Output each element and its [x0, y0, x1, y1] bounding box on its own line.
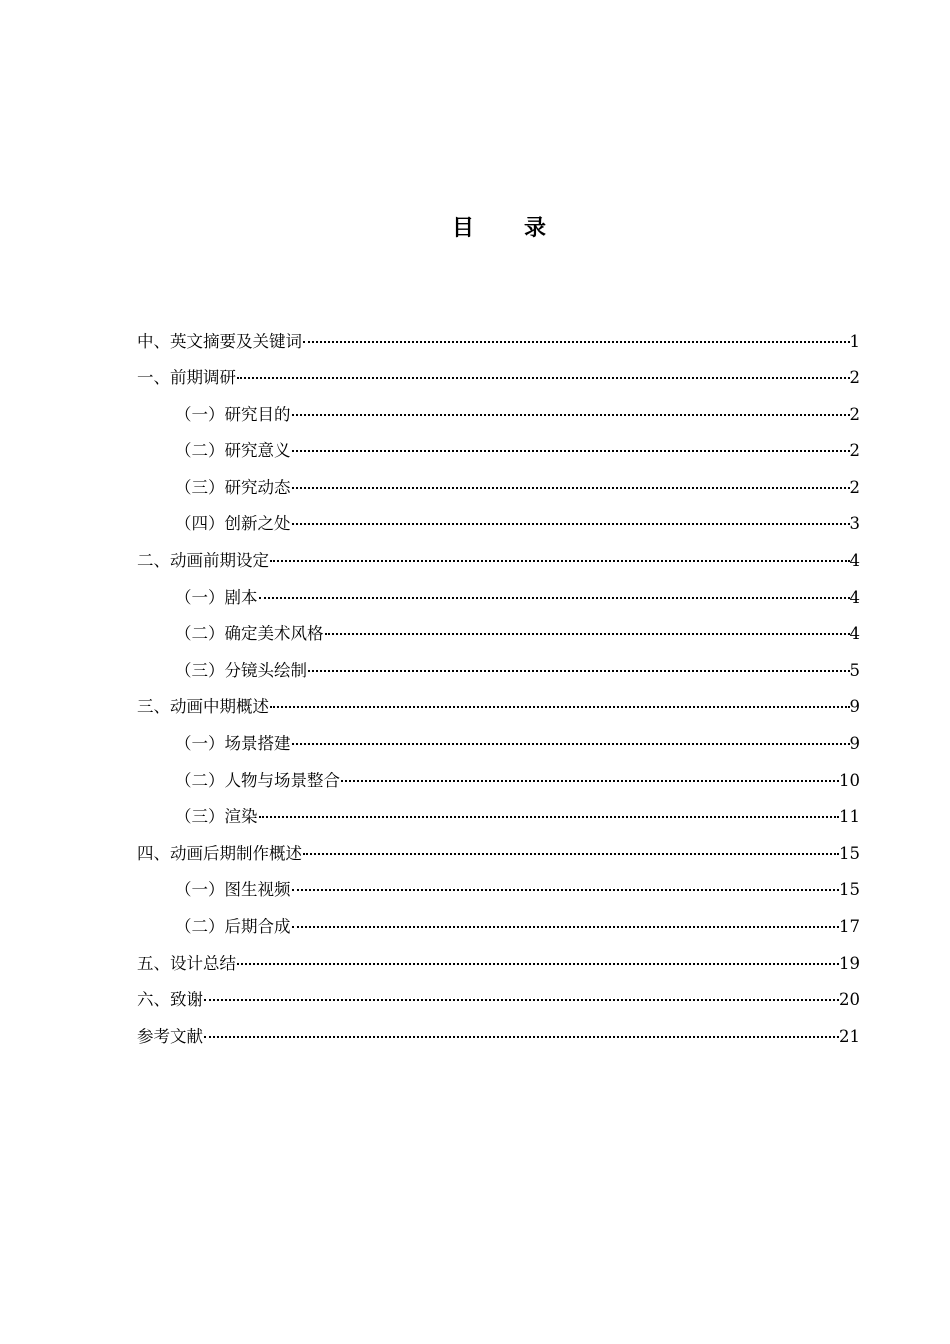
toc-title-char-1: 目 [451, 215, 474, 241]
toc-dot-leader [292, 507, 850, 526]
toc-entry-label: （一）场景搭建 [175, 734, 291, 754]
toc-title [0, 211, 950, 242]
toc-entry[interactable] [137, 548, 860, 585]
toc-dot-leader [325, 617, 850, 636]
toc-dot-leader [270, 690, 850, 709]
toc-entry[interactable] [137, 767, 860, 804]
toc-entry[interactable] [137, 840, 860, 877]
toc-entry-label: （三）分镜头绘制 [175, 660, 307, 680]
toc-entry-page-number: 17 [839, 917, 860, 936]
toc-entry-label: 三、动画中期概述 [137, 697, 269, 717]
toc-entry-page-number: 15 [839, 880, 860, 900]
toc-entry-page-number: 15 [839, 843, 860, 863]
toc-dot-leader [292, 727, 850, 746]
toc-entry[interactable] [137, 987, 860, 1024]
toc-entry-label: 四、动画后期制作概述 [137, 843, 302, 863]
toc-entry[interactable] [137, 950, 860, 987]
toc-entry-page-number: 20 [839, 990, 860, 1010]
toc-entry[interactable] [137, 694, 860, 731]
toc-dot-leader [204, 1019, 839, 1038]
toc-entry-label: （三）渲染 [175, 807, 258, 827]
toc-dot-leader [292, 873, 840, 892]
toc-entry[interactable] [137, 1023, 860, 1060]
toc-entry[interactable] [137, 438, 860, 475]
toc-entry-page-number: 2 [849, 441, 860, 461]
table-of-contents [137, 328, 860, 1060]
toc-entry[interactable] [137, 621, 860, 658]
toc-dot-leader [292, 397, 850, 416]
toc-entry-page-number: 5 [849, 660, 860, 680]
toc-dot-leader [204, 983, 839, 1002]
toc-entry-label: 五、设计总结 [137, 953, 236, 973]
toc-entry-page-number: 19 [839, 953, 860, 973]
toc-title-char-2: 录 [524, 215, 547, 241]
toc-entry[interactable] [137, 731, 860, 768]
toc-entry-page-number: 2 [849, 477, 860, 497]
toc-dot-leader [308, 653, 850, 672]
toc-entry-page-number: 2 [849, 404, 860, 424]
toc-dot-leader [292, 910, 840, 929]
toc-entry-label: （二）人物与场景整合 [175, 770, 340, 790]
toc-entry-page-number: 3 [849, 514, 860, 534]
toc-entry[interactable] [137, 401, 860, 438]
toc-dot-leader [270, 544, 850, 563]
toc-entry-page-number: 4 [849, 587, 860, 607]
toc-dot-leader [237, 946, 839, 965]
toc-entry-label: （四）创新之处 [175, 514, 291, 534]
toc-entry-page-number: 2 [849, 368, 860, 388]
toc-entry-label: （二）后期合成 [175, 917, 291, 936]
toc-dot-leader [341, 763, 839, 782]
toc-entry[interactable] [137, 914, 860, 951]
toc-dot-leader [303, 836, 839, 855]
toc-dot-leader [292, 434, 850, 453]
toc-entry-label: （二）确定美术风格 [175, 624, 324, 644]
toc-entry[interactable] [137, 804, 860, 841]
toc-entry-page-number: 9 [849, 697, 860, 717]
toc-entry-page-number: 4 [849, 551, 860, 571]
toc-dot-leader [259, 580, 850, 599]
toc-dot-leader [237, 361, 850, 380]
toc-entry-label: 二、动画前期设定 [137, 551, 269, 571]
toc-dot-leader [303, 324, 850, 343]
toc-entry[interactable] [137, 328, 860, 365]
toc-entry-label: 参考文献 [137, 1026, 203, 1046]
toc-dot-leader [259, 800, 840, 819]
toc-entry-page-number: 10 [839, 770, 860, 790]
toc-entry-label: （二）研究意义 [175, 441, 291, 461]
toc-entry-label: 六、致谢 [137, 990, 203, 1010]
toc-entry-page-number: 21 [839, 1026, 860, 1046]
toc-entry-label: （三）研究动态 [175, 477, 291, 497]
toc-entry-page-number: 4 [849, 624, 860, 644]
toc-entry[interactable] [137, 474, 860, 511]
toc-entry[interactable] [137, 365, 860, 402]
toc-entry-label: （一）剧本 [175, 587, 258, 607]
toc-entry-label: （一）图生视频 [175, 880, 291, 900]
toc-entry[interactable] [137, 877, 860, 914]
toc-entry-label: （一）研究目的 [175, 404, 291, 424]
toc-entry[interactable] [137, 584, 860, 621]
toc-entry[interactable] [137, 657, 860, 694]
toc-entry-label: 中、英文摘要及关键词 [137, 331, 302, 351]
toc-entry[interactable] [137, 511, 860, 548]
toc-entry-page-number: 11 [839, 807, 860, 827]
toc-entry-label: 一、前期调研 [137, 368, 236, 388]
toc-entry-page-number: 9 [849, 734, 860, 754]
toc-dot-leader [292, 470, 850, 489]
toc-entry-page-number: 1 [849, 331, 860, 351]
